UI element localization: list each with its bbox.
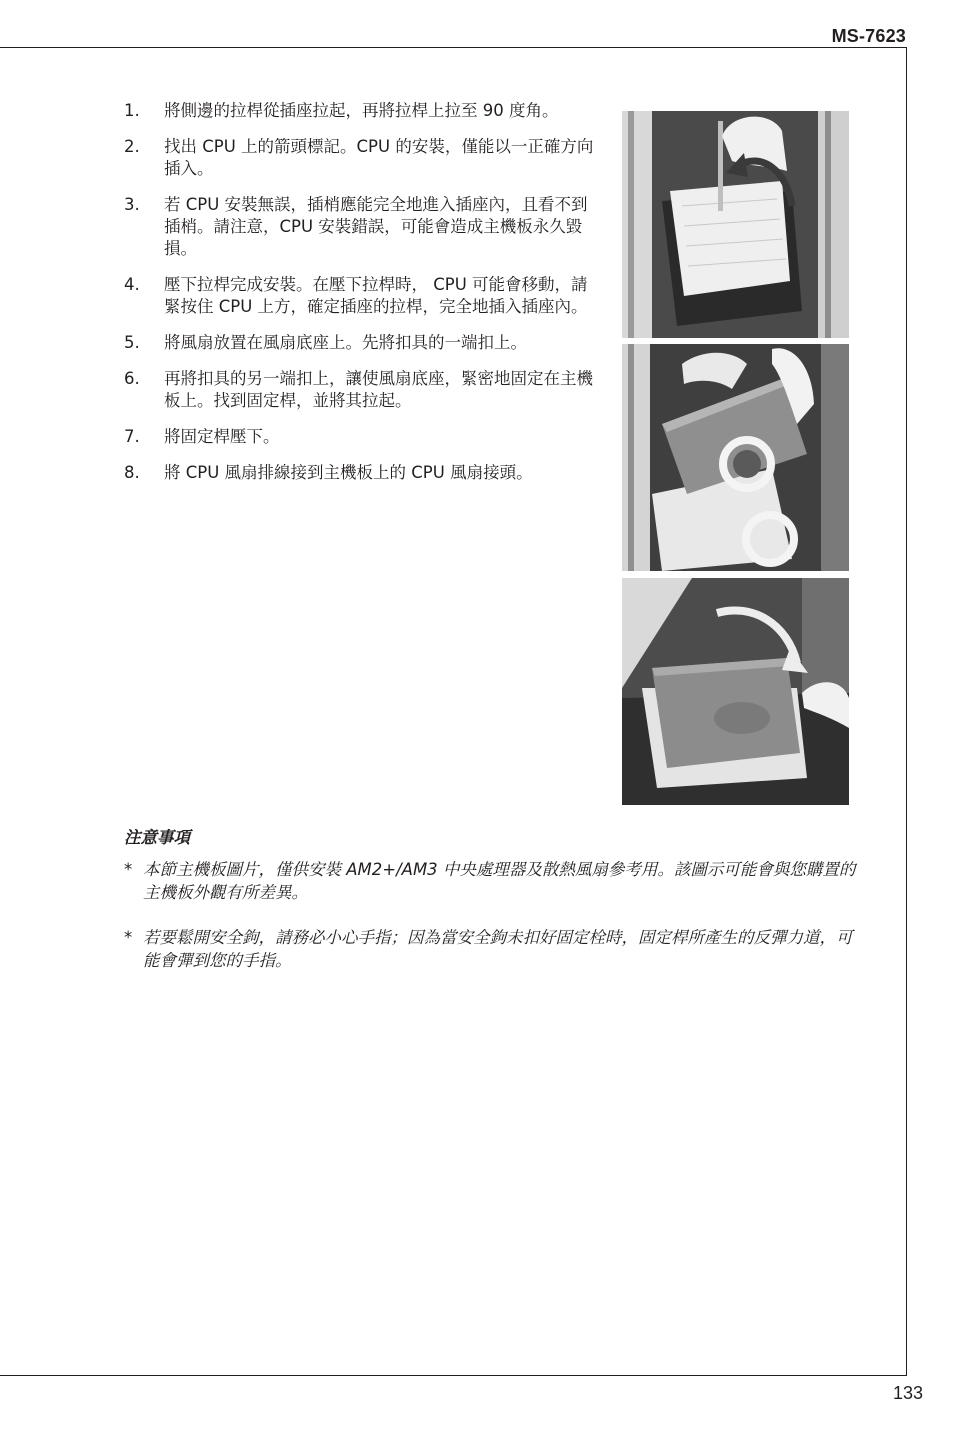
step-number: 2.	[124, 137, 140, 156]
step-item	[124, 332, 604, 354]
step-number: 5.	[124, 333, 140, 352]
step-text: 將側邊的拉桿從插座拉起，再將拉桿上拉至 90 度角。	[164, 101, 559, 120]
notes-title: 注意事項	[124, 828, 190, 847]
model-number: MS-7623	[831, 26, 906, 46]
installation-steps	[124, 100, 604, 498]
photo-lift-lever	[622, 111, 849, 338]
note-item	[124, 926, 859, 972]
photo-insert-cpu	[622, 344, 849, 571]
step-number: 3.	[124, 195, 140, 214]
step-number: 1.	[124, 101, 140, 120]
step-item	[124, 194, 604, 260]
step-number: 8.	[124, 463, 140, 482]
step-number: 7.	[124, 427, 140, 446]
step-item	[124, 426, 604, 448]
step-text: 將風扇放置在風扇底座上。先將扣具的一端扣上。	[164, 333, 527, 352]
step-text: 將 CPU 風扇排線接到主機板上的 CPU 風扇接頭。	[164, 463, 533, 482]
note-text: 本節主機板圖片，僅供安裝 AM2+/AM3 中央處理器及散熱風扇參考用。該圖示可能會與您購置的主機板外觀有所差異。	[143, 860, 856, 902]
step-item	[124, 136, 604, 180]
step-text: 將固定桿壓下。	[164, 427, 280, 446]
photo-press-lever	[622, 578, 849, 805]
note-bullet: *	[124, 860, 133, 879]
header-rule	[0, 47, 907, 48]
step-text: 再將扣具的另一端扣上，讓使風扇底座，緊密地固定在主機板上。找到固定桿，並將其拉起。	[164, 369, 593, 410]
step-item	[124, 100, 604, 122]
step-number: 4.	[124, 275, 140, 294]
footer-rule	[0, 1375, 907, 1376]
step-text: 找出 CPU 上的箭頭標記。CPU 的安裝，僅能以一正確方向插入。	[164, 137, 594, 178]
step-text: 壓下拉桿完成安裝。在壓下拉桿時， CPU 可能會移動，請緊按住 CPU 上方，確定插座的拉桿，完全地插入插座內。	[164, 275, 588, 316]
step-text: 若 CPU 安裝無誤，插梢應能完全地進入插座內，且看不到插梢。請注意，CPU 安裝錯誤，可能會造成主機板永久毀損。	[164, 195, 588, 258]
step-number: 6.	[124, 369, 140, 388]
side-rule	[906, 47, 907, 1375]
page-number: 133	[892, 1383, 923, 1403]
note-text: 若要鬆開安全鉤，請務必小心手指；因為當安全鉤未扣好固定栓時，固定桿所產生的反彈力道，可能會彈到您的手指。	[143, 928, 853, 970]
step-item	[124, 462, 604, 484]
step-item	[124, 368, 604, 412]
note-bullet: *	[124, 928, 133, 947]
note-item	[124, 858, 859, 904]
step-item	[124, 274, 604, 318]
